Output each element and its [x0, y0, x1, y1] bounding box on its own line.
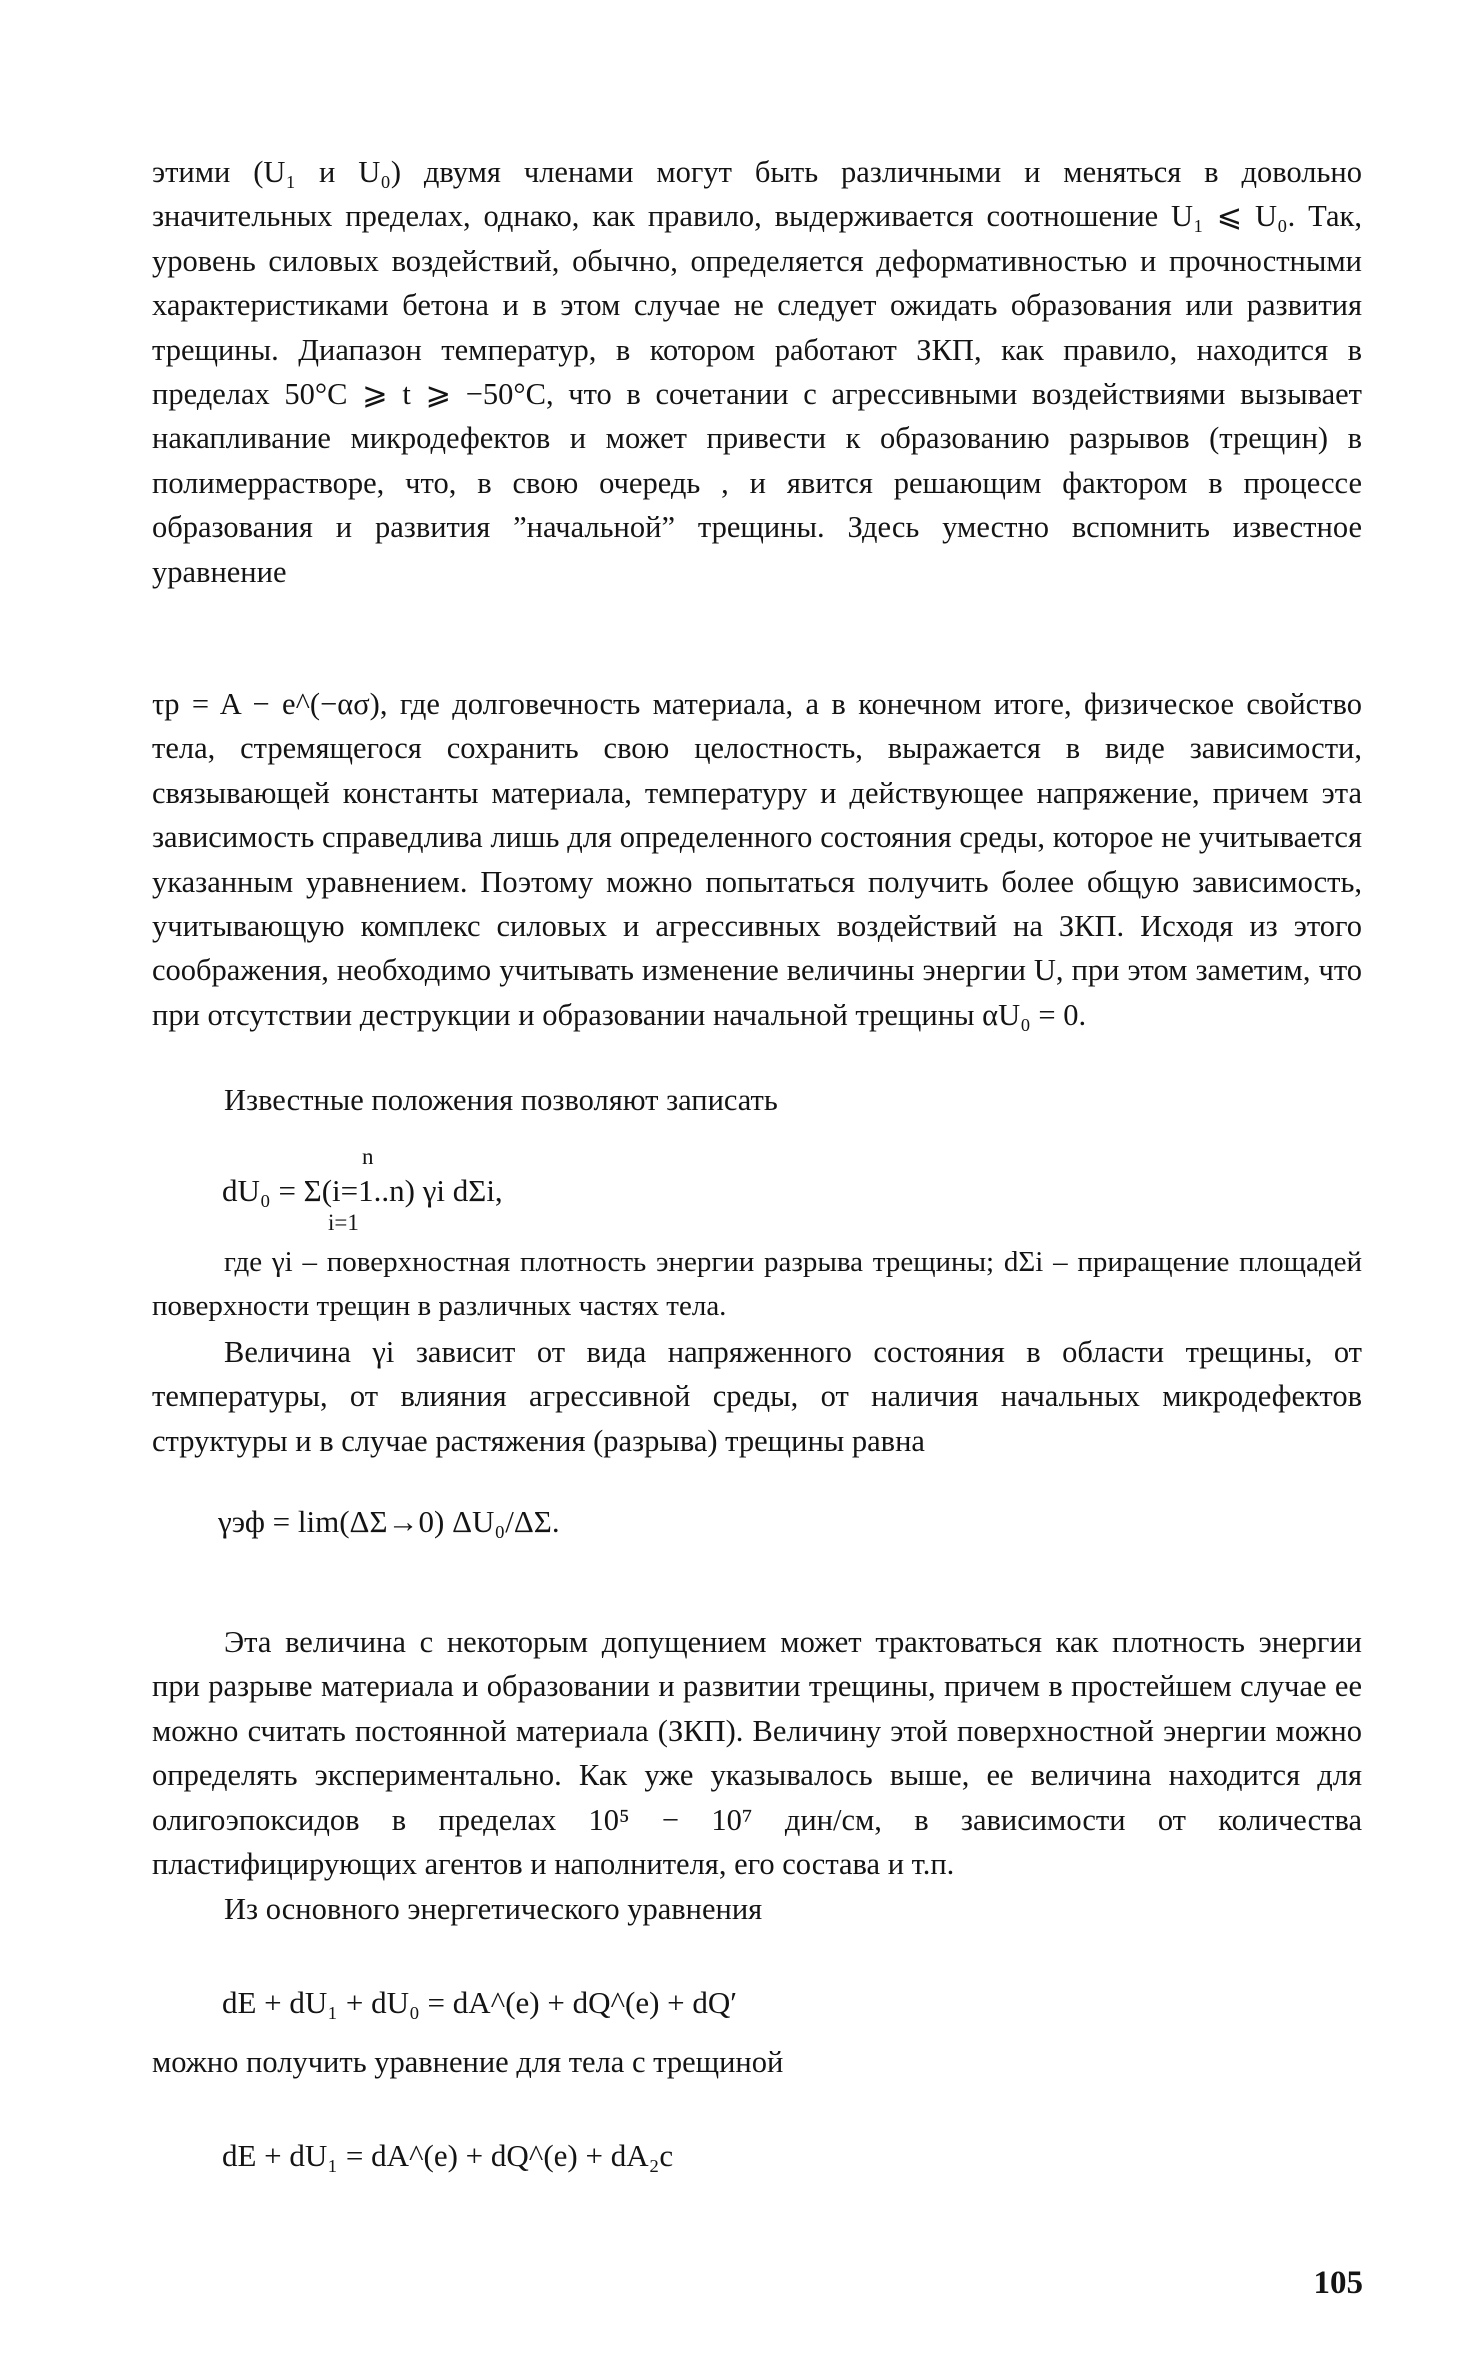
equation-energy-balance-text: dE + dU₁ + dU₀ = dA^(e) + dQ^(e) + dQ′ [222, 1985, 738, 2020]
equation-sum: n dU₀ = Σ(i=1..n) γi dΣi, i=1 [222, 1144, 503, 1235]
paragraph-1-text: этими (U₁ и U₀) двумя членами могут быть различными и меняться в довольно значительных пределах, однако, как правило, выдерживается соотношение U₁ ⩽ U₀. Так, уровень силовых воздействий, обычно, определяется деформативностью и прочностными характеристиками бетона и в этом случае не следует ожидать образования или развития трещины. Диапазон температур, в котором работают ЗКП, как правило, находится в пределах 50°C ⩾ t ⩾ −50°C, что в сочетании с агрессивными воздействиями вызывает накапливание микродефектов и может привести к образованию разрывов (трещин) в полимеррастворе, что, в свою очередь , и явится решающим фактором в процессе образования и развития ”начальной” трещины. Здесь уместно вспомнить известное уравнение [152, 155, 1362, 589]
paragraph-5-text: Величина γi зависит от вида напряженного состояния в области трещины, от температуры, от влияния агрессивной среды, от наличия начальных микродефектов структуры и в случае растяжения (разрыва) трещины равна [152, 1335, 1362, 1458]
paragraph-7-text: Из основного энергетического уравнения [224, 1892, 763, 1926]
equation-energy-balance [222, 1987, 737, 2018]
paragraph-5 [152, 1330, 1362, 1463]
paragraph-6 [152, 1620, 1362, 1886]
paragraph-2 [152, 682, 1362, 1037]
equation-gamma-eff [218, 1506, 560, 1537]
paragraph-2-text: τp = A − e^(−ασ), где долговечность материала, а в конечном итоге, физическое свойство тела, стремящегося сохранить свою целостность, выражается в виде зависимости, связывающей константы материала, температуру и действующее напряжение, причем эта зависимость справедлива лишь для определенного состояния среды, которое не учитывается указанным уравнением. Поэтому можно попытаться получить более общую зависимость, учитывающую комплекс силовых и агрессивных воздействий на ЗКП. Исходя из этого соображения, необходимо учитывать изменение величины энергии U, при этом заметим, что при отсутствии деструкции и образовании начальной трещины αU₀ = 0. [152, 687, 1362, 1032]
paragraph-8 [152, 2040, 1362, 2084]
paragraph-6-text: Эта величина с некоторым допущением может трактоваться как плотность энергии при разрыве материала и образовании и развитии трещины, причем в простейшем случае ее можно считать постоянной материала (ЗКП). Величину этой поверхностной энергии можно определять экспериментально. Как уже указывалось выше, ее величина находится для олигоэпоксидов в пределах 10⁵ − 10⁷ дин/см, в зависимости от количества пластифицирующих агентов и наполнителя, его состава и т.п. [152, 1625, 1362, 1882]
paragraph-3-text: Известные положения позволяют записать [224, 1083, 778, 1117]
paragraph-4-text: где γi – поверхностная плотность энергии разрыва трещины; dΣi – приращение площадей поверхности трещин в различных частях тела. [152, 1246, 1362, 1323]
equation-gamma-eff-text: γэф = lim(ΔΣ→0) ΔU₀/ΔΣ. [218, 1504, 560, 1539]
page-number: 105 [1313, 2265, 1363, 2301]
paragraph-4 [152, 1240, 1362, 1329]
equation-sum-text: dU₀ = Σ(i=1..n) γi dΣi, [222, 1173, 503, 1208]
paragraph-7 [152, 1887, 1362, 1931]
paragraph-3 [152, 1078, 1362, 1122]
paragraph-1 [152, 150, 1362, 594]
paragraph-8-text: можно получить уравнение для тела с трещиной [152, 2045, 784, 2079]
equation-crack-body-text: dE + dU₁ = dA^(e) + dQ^(e) + dA₂c [222, 2138, 674, 2173]
equation-crack-body [222, 2140, 673, 2171]
